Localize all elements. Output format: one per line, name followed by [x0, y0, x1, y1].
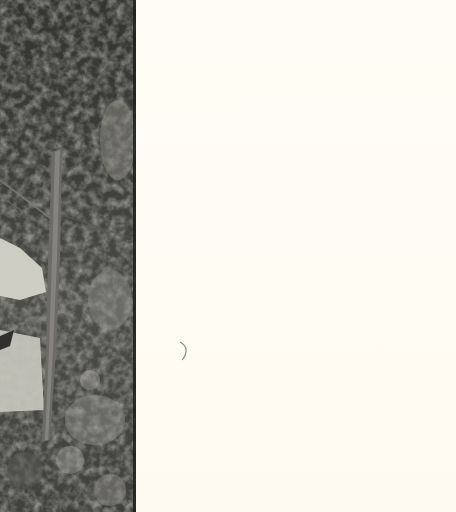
blank-paper [136, 0, 456, 512]
paper-speck [178, 340, 190, 362]
photograph-image [0, 0, 138, 512]
photograph-edge [0, 0, 138, 512]
